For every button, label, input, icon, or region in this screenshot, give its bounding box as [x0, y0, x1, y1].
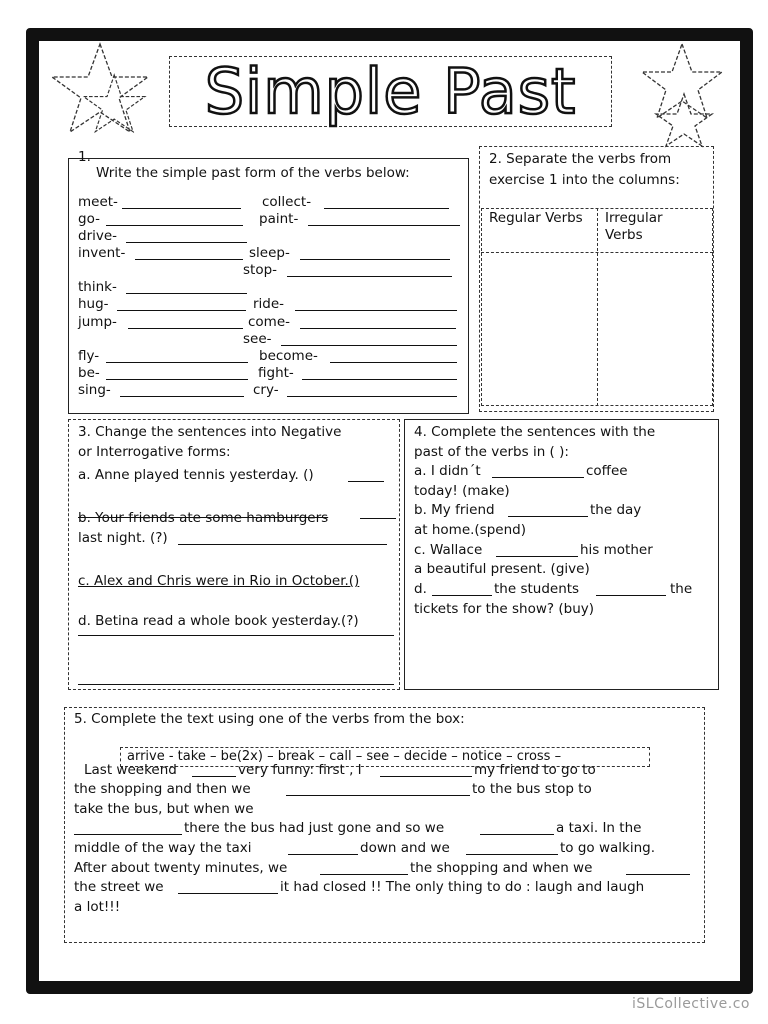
- sentence-4d-end: the: [670, 581, 693, 597]
- sentence-4c-start: c. Wallace: [414, 542, 483, 558]
- text-line-1b: very funny: first , I: [238, 762, 362, 778]
- answer-line[interactable]: [281, 345, 457, 346]
- answer-line[interactable]: [286, 795, 470, 796]
- exercise-1-instruction: Write the simple past form of the verbs below:: [96, 165, 410, 181]
- exercise-1-number: 1.: [78, 149, 91, 165]
- sentence-4b-end: the day: [590, 502, 642, 518]
- answer-line[interactable]: [480, 834, 554, 835]
- answer-line[interactable]: [192, 776, 236, 777]
- verb-meet: meet-: [78, 194, 118, 210]
- verb-go: go-: [78, 211, 100, 227]
- sentence-d: d. Betina read a whole book yesterday.(?): [78, 613, 359, 629]
- answer-line[interactable]: [320, 874, 408, 875]
- answer-line[interactable]: [302, 379, 457, 380]
- star-icon: [640, 42, 730, 152]
- sentence-a: a. Anne played tennis yesterday. (): [78, 467, 314, 483]
- verb-become: become-: [259, 348, 318, 364]
- regular-verbs-header: Regular Verbs: [489, 210, 583, 226]
- answer-line[interactable]: [308, 225, 460, 226]
- answer-line[interactable]: [106, 379, 248, 380]
- answer-line[interactable]: [287, 276, 452, 277]
- answer-line[interactable]: [508, 516, 588, 517]
- text-line-1a: Last weekend: [84, 762, 177, 778]
- verb-ride: ride-: [253, 296, 285, 312]
- answer-line[interactable]: [492, 477, 584, 478]
- answer-line[interactable]: [360, 518, 396, 519]
- text-line-6b: the shopping and when we: [410, 860, 593, 876]
- text-line-8: a lot!!!: [74, 899, 121, 915]
- title-box: [169, 56, 612, 127]
- sentence-4c-end: his mother: [580, 542, 653, 558]
- sentence-4d-mid: the students: [494, 581, 580, 597]
- answer-line[interactable]: [432, 595, 492, 596]
- verb-think: think-: [78, 279, 117, 295]
- text-line-7a: the street we: [74, 879, 164, 895]
- text-line-5a: middle of the way the taxi: [74, 840, 252, 856]
- sentence-b-line1: b. Your friends ate some hamburgers: [78, 510, 329, 526]
- verb-sing: sing-: [78, 382, 111, 398]
- verb-paint: paint-: [259, 211, 299, 227]
- verb-fly: fly-: [78, 348, 100, 364]
- verb-jump: jump-: [78, 314, 117, 330]
- answer-line[interactable]: [288, 854, 358, 855]
- verb-box-text: arrive - take – be(2x) – break – call – see – decide – notice – cross –: [127, 749, 562, 764]
- answer-line[interactable]: [78, 684, 394, 685]
- sentence-c: c. Alex and Chris were in Rio in October.(): [78, 573, 360, 589]
- sentence-4a-line2: today! (make): [414, 483, 510, 499]
- exercise-4-instruction-1: 4. Complete the sentences with the: [414, 424, 656, 440]
- verb-sleep: sleep-: [249, 245, 290, 261]
- text-line-5b: down and we: [360, 840, 450, 856]
- exercise-2-instruction-1: 2. Separate the verbs from: [489, 151, 672, 167]
- answer-line[interactable]: [126, 293, 247, 294]
- verb-invent: invent-: [78, 245, 126, 261]
- sentence-4b-line2: at home.(spend): [414, 522, 526, 538]
- text-line-2b: to the bus stop to: [472, 781, 592, 797]
- exercise-3-instruction-1: 3. Change the sentences into Negative: [78, 424, 342, 440]
- verb-cry: cry-: [253, 382, 279, 398]
- text-line-1c: my friend to go to: [474, 762, 596, 778]
- text-line-4b: a taxi. In the: [556, 820, 642, 836]
- answer-line[interactable]: [106, 362, 248, 363]
- answer-line[interactable]: [117, 310, 246, 311]
- text-line-5c: to go walking.: [560, 840, 656, 856]
- exercise-5-instruction: 5. Complete the text using one of the verbs from the box:: [74, 711, 465, 727]
- answer-line[interactable]: [178, 893, 278, 894]
- sentence-4c-line2: a beautiful present. (give): [414, 561, 590, 577]
- verb-hug: hug-: [78, 296, 109, 312]
- answer-line[interactable]: [128, 328, 243, 329]
- text-line-6a: After about twenty minutes, we: [74, 860, 288, 876]
- answer-line[interactable]: [496, 556, 578, 557]
- verb-drive: drive-: [78, 228, 118, 244]
- sentence-4d-line2: tickets for the show? (buy): [414, 601, 595, 617]
- verb-stop: stop-: [243, 262, 278, 278]
- answer-line[interactable]: [626, 874, 690, 875]
- watermark: iSLCollective.co: [632, 996, 750, 1012]
- star-icon: [50, 42, 180, 152]
- verb-fight: fight-: [258, 365, 294, 381]
- verb-come: come-: [248, 314, 291, 330]
- exercise-2-instruction-2: exercise 1 into the columns:: [489, 172, 680, 188]
- answer-line[interactable]: [596, 595, 666, 596]
- text-line-2a: the shopping and then we: [74, 781, 251, 797]
- answer-line[interactable]: [466, 854, 558, 855]
- answer-line[interactable]: [135, 259, 243, 260]
- answer-line[interactable]: [122, 208, 241, 209]
- verb-collect: collect-: [262, 194, 312, 210]
- text-line-3: take the bus, but when we: [74, 801, 254, 817]
- page-title: Simple Past: [204, 54, 577, 128]
- text-line-4a: there the bus had just gone and so we: [184, 820, 445, 836]
- answer-line[interactable]: [300, 259, 450, 260]
- answer-line[interactable]: [295, 310, 457, 311]
- irregular-verbs-header: Irregular Verbs: [605, 210, 663, 243]
- answer-line[interactable]: [106, 225, 243, 226]
- sentence-b-line2: last night. (?): [78, 530, 168, 546]
- exercise-3-instruction-2: or Interrogative forms:: [78, 444, 231, 460]
- answer-line[interactable]: [287, 396, 457, 397]
- exercise-4-instruction-2: past of the verbs in ( ):: [414, 444, 569, 460]
- answer-line[interactable]: [380, 776, 472, 777]
- column-divider: [597, 208, 598, 406]
- sentence-4a-start: a. I didn´t: [414, 463, 481, 479]
- text-line-7b: it had closed !! The only thing to do : laugh and laugh: [280, 879, 645, 895]
- verb-see: see-: [243, 331, 272, 347]
- answer-line[interactable]: [300, 328, 456, 329]
- sentence-4b-start: b. My friend: [414, 502, 495, 518]
- answer-line[interactable]: [120, 396, 244, 397]
- sentence-4a-end: coffee: [586, 463, 628, 479]
- answer-line[interactable]: [126, 242, 247, 243]
- verb-be: be-: [78, 365, 100, 381]
- answer-line[interactable]: [324, 208, 449, 209]
- answer-line[interactable]: [74, 834, 182, 835]
- sentence-4d-start: d.: [414, 581, 427, 597]
- answer-line[interactable]: [348, 481, 384, 482]
- answer-line[interactable]: [78, 635, 394, 636]
- answer-line[interactable]: [330, 362, 457, 363]
- answer-line[interactable]: [178, 544, 387, 545]
